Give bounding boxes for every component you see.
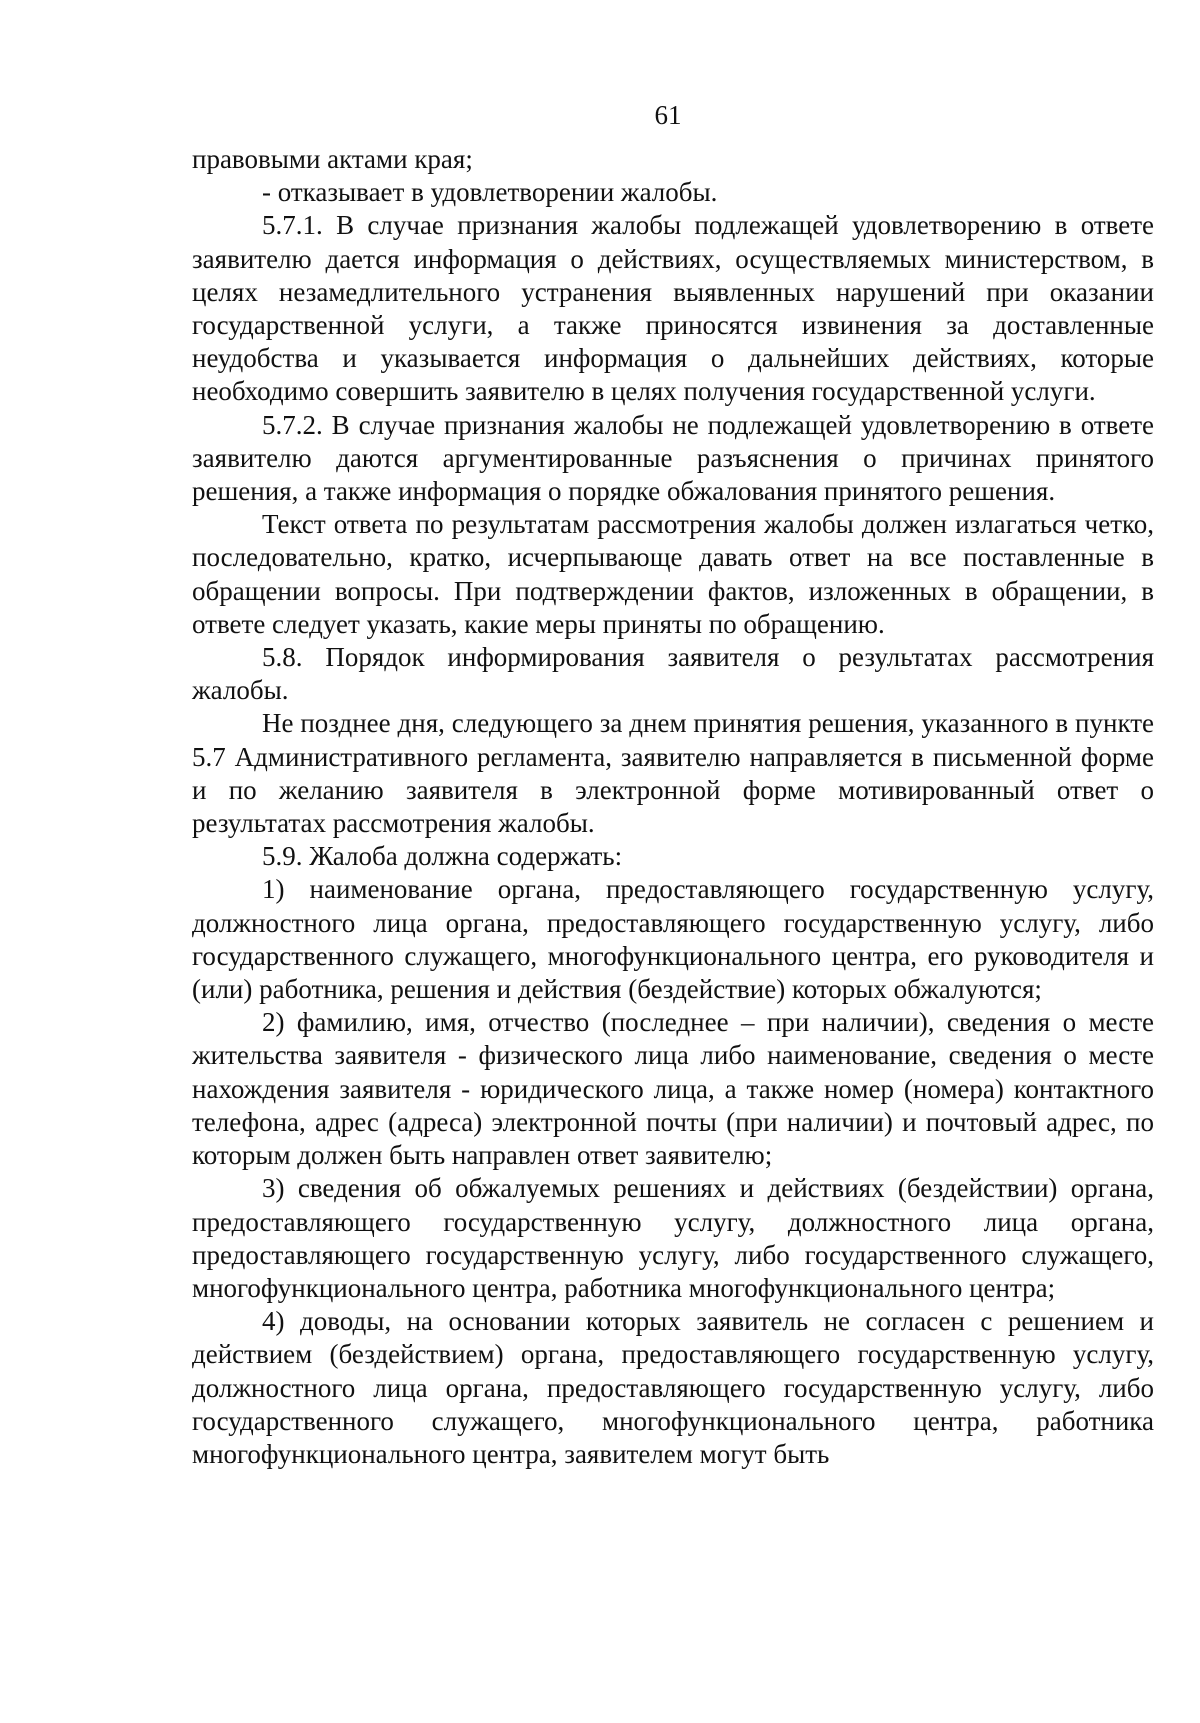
list-item-1: 1) наименование органа, предоставляющего государственную услугу, должностного лица органа, предоставляющего государственную услугу, либо государственного служащего, многофункционального центра, его руководителя и (или) работника, решения и действия (бездействие) которых обжалуются; [192,874,1154,1005]
list-item-4: 4) доводы, на основании которых заявитель не согласен с решением и действием (бездействием) органа, предоставляющего государственную услугу, должностного лица органа, предоставляющего государственную услугу, либо государственного служащего, многофункционального центра, работника многофункционального центра, заявителем могут быть [192,1306,1154,1469]
paragraph-5-7-2: 5.7.2. В случае признания жалобы не подлежащей удовлетворению в ответе заявителю даются аргументированные разъяснения о причинах принятого решения, а также информация о порядке обжалования принятого решения. [192,409,1154,507]
paragraph-5-7-1: 5.7.1. В случае признания жалобы подлежащей удовлетворению в ответе заявителю дается информация о действиях, осуществляемых министерством, в целях незамедлительного устранения выявленных нарушений при оказании государственной услуги, а также приносятся извинения за доставленные неудобства и указывается информация о дальнейших действиях, которые необходимо совершить заявителю в целях получения государственной услуги. [192,210,1154,407]
paragraph-refusal-item: - отказывает в удовлетворении жалобы. [262,177,718,208]
paragraph-continuation: правовыми актами края; [192,144,473,174]
paragraph-notification-deadline: Не позднее дня, следующего за днем принятия решения, указанного в пункте 5.7 Административного регламента, заявителю направляется в письменной форме и по желанию заявителя в электронной форме мотивированный ответ о результатах рассмотрения жалобы. [192,708,1154,839]
paragraph-response-text: Текст ответа по результатам рассмотрения жалобы должен излагаться четко, последовательно, кратко, исчерпывающе давать ответ на все поставленные в обращении вопросы. При подтверждении фактов, изложенных в обращении, в ответе следует указать, какие меры приняты по обращению. [192,509,1154,639]
paragraph-5-9-heading: 5.9. Жалоба должна содержать: [262,841,623,872]
paragraph-5-8-heading: 5.8. Порядок информирования заявителя о результатах рассмотрения жалобы. [192,642,1154,706]
list-item-2: 2) фамилию, имя, отчество (последнее – при наличии), сведения о месте жительства заявителя - физического лица либо наименование, сведения о месте нахождения заявителя - юридического лица, а также номер (номера) контактного телефона, адрес (адреса) электронной почты (при наличии) и почтовый адрес, по которым должен быть направлен ответ заявителю; [192,1007,1154,1171]
page-number: 61 [654,100,682,130]
list-item-3: 3) сведения об обжалуемых решениях и действиях (бездействии) органа, предоставляющего государственную услугу, должностного лица органа, предоставляющего государственную услугу, либо государственного служащего, многофункционального центра, работника многофункционального центра; [192,1173,1154,1303]
document-body [192,143,1154,1471]
